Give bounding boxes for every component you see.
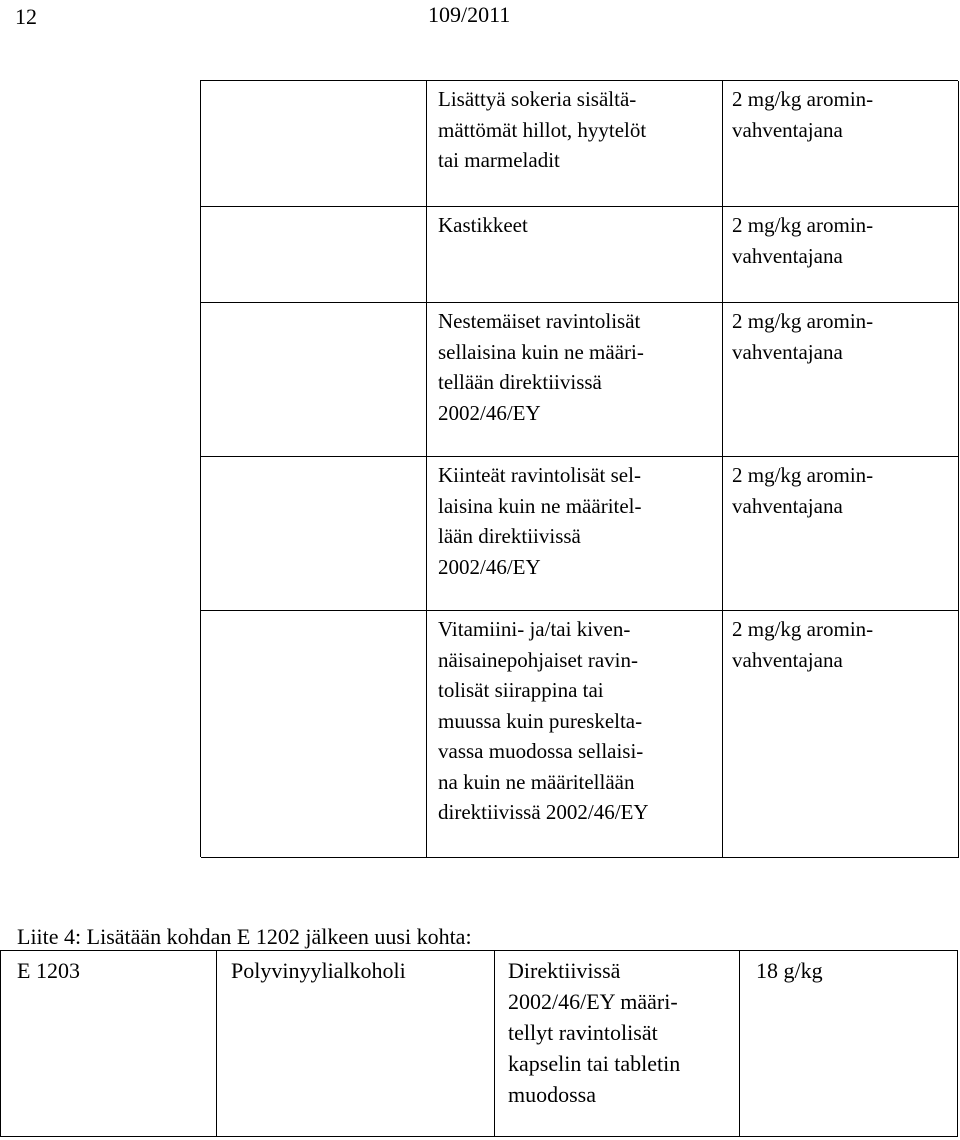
max-level-text: 18 g/kg: [756, 958, 823, 983]
appendix-heading: Liite 4: Lisätään kohdan E 1202 jälkeen uusi kohta:: [17, 924, 472, 949]
food-category-text: Lisättyä sokeria sisältä- mättömät hillot, hyytelöt tai marmeladit: [438, 87, 647, 172]
food-category-cell: [427, 457, 723, 611]
food-category-cell: [494, 950, 739, 1137]
food-category-text: Kastikkeet: [438, 213, 528, 237]
category-cell: [201, 611, 427, 858]
food-category-text: Vitamiini- ja/tai kiven- näisainepohjaiset ravin- tolisät siirappina tai muussa kuin pureskelta- vassa muodossa sellaisi- na kuin ne määritellään direktiivissä 2002/46/EY: [438, 617, 649, 824]
additive-name: Polyvinyylialkoholi: [231, 958, 406, 983]
category-cell: [201, 81, 427, 207]
additive-name-cell: [216, 950, 494, 1137]
max-level-text: 2 mg/kg aromin- vahventajana: [732, 213, 874, 268]
additive-code: E 1203: [17, 958, 80, 983]
max-level-cell: [723, 457, 959, 611]
table-row: [201, 81, 959, 207]
max-level-text: 2 mg/kg aromin- vahventajana: [732, 309, 874, 364]
max-level-cell: [739, 950, 958, 1137]
issue-number: 109/2011: [428, 2, 511, 27]
food-category-cell: [427, 81, 723, 207]
category-cell: [201, 457, 427, 611]
max-level-text: 2 mg/kg aromin- vahventajana: [732, 87, 874, 142]
food-category-cell: [427, 303, 723, 457]
max-level-cell: [723, 303, 959, 457]
additive-code-cell: [0, 950, 216, 1137]
category-cell: [201, 303, 427, 457]
max-level-cell: [723, 207, 959, 303]
food-category-cell: [427, 207, 723, 303]
table-row: [201, 611, 959, 858]
table-row: [201, 457, 959, 611]
table-row: [201, 207, 959, 303]
max-level-text: 2 mg/kg aromin- vahventajana: [732, 617, 874, 672]
food-category-text: Nestemäiset ravintolisät sellaisina kuin ne määri- tellään direktiivissä 2002/46/EY: [438, 309, 644, 425]
food-category-cell: [427, 611, 723, 858]
max-level-cell: [723, 611, 959, 858]
food-additive-table: [200, 80, 958, 857]
category-cell: [201, 207, 427, 303]
page-number: 12: [15, 4, 37, 29]
table-row: [201, 303, 959, 457]
max-level-cell: [723, 81, 959, 207]
food-category-text: Direktiivissä 2002/46/EY määri- tellyt ravintolisät kapselin tai tabletin muodossa: [508, 958, 681, 1107]
max-level-text: 2 mg/kg aromin- vahventajana: [732, 463, 874, 518]
food-category-text: Kiinteät ravintolisät sel- laisina kuin ne määritel- lään direktiivissä 2002/46/EY: [438, 463, 642, 579]
new-additive-table: [0, 950, 958, 1137]
